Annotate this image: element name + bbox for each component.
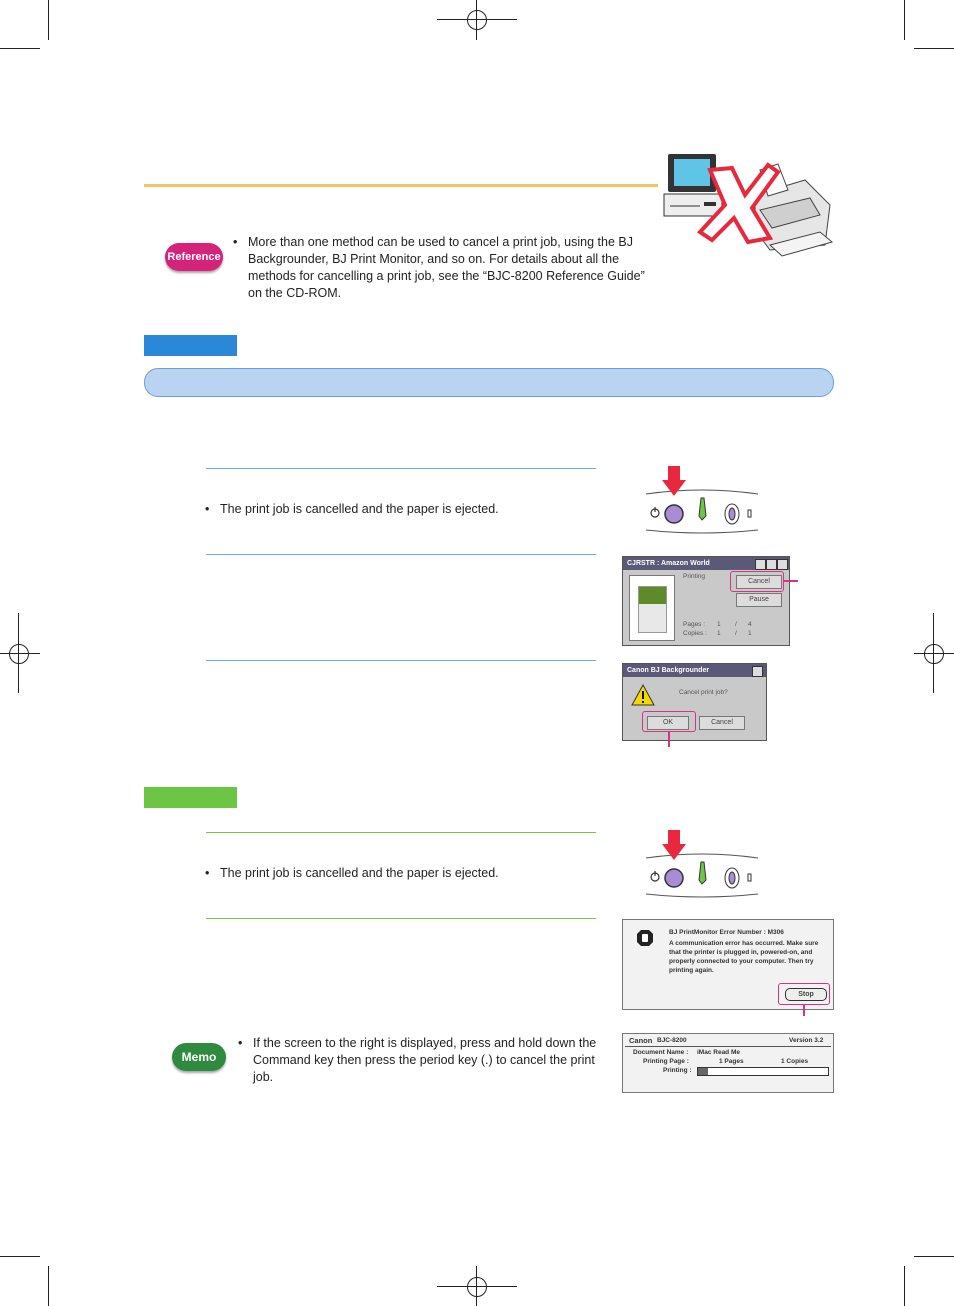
- printing-status: Printing: [683, 573, 706, 580]
- printer-panel-illustration: [644, 830, 760, 902]
- error-message: A communication error has occurred. Make sure that the printer is plugged in, powered-on, and properly connected to your computer. Then try printing again.: [669, 940, 819, 974]
- progress-bar: [697, 1067, 829, 1076]
- pause-button[interactable]: Pause: [736, 593, 782, 607]
- callout-line: [803, 1004, 805, 1016]
- ok-button[interactable]: OK: [647, 716, 689, 730]
- resume-button: [665, 869, 683, 887]
- callout-line: [784, 580, 798, 582]
- step-bullet: • The print job is cancelled and the paper is ejected.: [205, 502, 499, 516]
- header-rule: [144, 184, 658, 187]
- maximize-icon[interactable]: [766, 559, 777, 570]
- step-bullet-text: The print job is cancelled and the paper is ejected.: [220, 502, 499, 516]
- reference-badge-label: Reference: [167, 251, 221, 263]
- reference-note-text: More than one method can be used to cancel a print job, using the BJ Backgrounder, BJ Print Monitor, and so on. For details about all the methods for cancelling a print job, see the “BJC-8200 Reference Guide” on the CD-ROM.: [248, 235, 645, 300]
- step-rule: [206, 468, 596, 469]
- version-label: Version 3.2: [789, 1037, 824, 1044]
- dialog-title: Canon BJ Backgrounder: [623, 664, 766, 677]
- close-icon[interactable]: [752, 666, 763, 677]
- step-bullet: • The print job is cancelled and the paper is ejected.: [205, 866, 499, 880]
- step-rule: [206, 660, 596, 661]
- warning-icon: [631, 684, 655, 706]
- cancel-button-callout: [730, 571, 784, 592]
- copies-label: Copies :: [683, 630, 707, 637]
- dialog-message: Cancel print job?: [679, 689, 728, 696]
- callout-line: [668, 731, 670, 747]
- resume-button: [665, 505, 683, 523]
- copies-value: 1 Copies: [781, 1058, 809, 1065]
- reference-note: • More than one method can be used to cancel a print job, using the BJ Backgrounder, BJ Print Monitor, and so on. For details about all the methods for cancelling a print job, see the “BJC-8200 Reference Guide” on the CD-ROM.: [233, 235, 645, 300]
- ok-button-callout: [642, 711, 696, 732]
- document-label: Document Name :: [633, 1049, 689, 1056]
- memo-badge-label: Memo: [181, 1050, 217, 1064]
- step-rule: [206, 918, 596, 919]
- document-preview: [629, 575, 675, 641]
- document-value: iMac Read Me: [697, 1049, 740, 1056]
- print-progress-window: [622, 1033, 834, 1093]
- cancel-button[interactable]: Cancel: [736, 575, 782, 589]
- stop-button-callout: [778, 983, 830, 1005]
- copies-sep: /: [735, 630, 737, 637]
- cancel-button[interactable]: Cancel: [699, 716, 745, 730]
- section-band-blue: [144, 368, 834, 397]
- stop-icon: [636, 929, 654, 947]
- model-label: BJC-8200: [657, 1037, 687, 1044]
- reference-badge: [165, 243, 223, 271]
- printer-panel-illustration: [644, 466, 760, 538]
- brand-label: Canon: [629, 1036, 653, 1045]
- pages-total: 4: [748, 621, 752, 628]
- stop-button[interactable]: Stop: [785, 988, 827, 1001]
- section-tab-blue: [144, 335, 237, 356]
- copies-total: 1: [748, 630, 752, 637]
- copies-current: 1: [717, 630, 721, 637]
- error-title: BJ PrintMonitor Error Number : M306: [669, 929, 784, 936]
- pages-label: Pages :: [683, 621, 706, 628]
- step-bullet-text: The print job is cancelled and the paper is ejected.: [220, 866, 499, 880]
- memo-note: • If the screen to the right is displayed, press and hold down the Command key then press the period key (.) to cancel the print job.: [238, 1036, 597, 1084]
- memo-badge: [172, 1043, 226, 1071]
- minimize-icon[interactable]: [755, 559, 766, 570]
- pages-current: 1: [717, 621, 721, 628]
- printing-label: Printing :: [663, 1067, 692, 1074]
- print-status-window: [622, 556, 790, 646]
- printing-page-label: Printing Page :: [643, 1058, 689, 1065]
- step-rule: [206, 832, 596, 833]
- pages-value: 1 Pages: [719, 1058, 744, 1065]
- progress-fill: [698, 1068, 708, 1075]
- step-rule: [206, 554, 596, 555]
- cancel-print-illustration: [660, 150, 835, 260]
- close-icon[interactable]: [777, 559, 788, 570]
- window-title: CJRSTR : Amazon World: [623, 557, 789, 570]
- memo-note-text: If the screen to the right is displayed, press and hold down the Command key then press the period key (.) to cancel the print job.: [253, 1036, 597, 1084]
- pages-sep: /: [735, 621, 737, 628]
- section-tab-green: [144, 787, 237, 808]
